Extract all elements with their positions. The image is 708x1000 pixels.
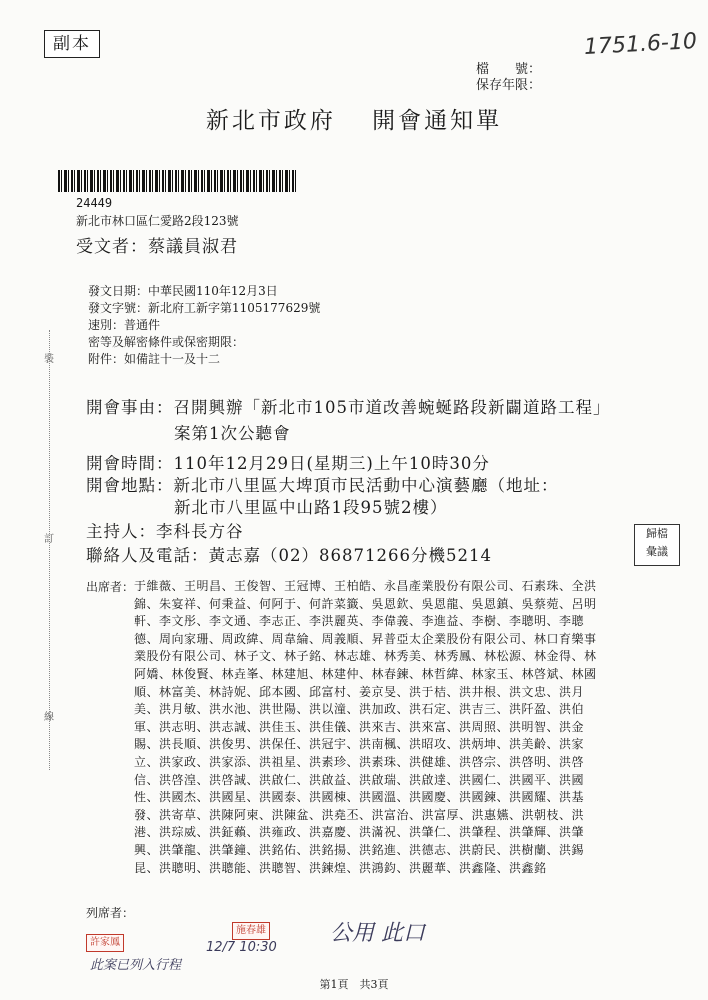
- mailing-address: 新北市林口區仁愛路2段123號: [76, 214, 239, 228]
- meeting-reason-cont: 案第1次公聽會: [174, 424, 291, 443]
- binding-mark-1: 裝: [44, 354, 54, 365]
- file-number-label: 檔 號：: [476, 62, 542, 77]
- issue-date: 發文日期：中華民國110年12月3日: [88, 284, 278, 298]
- attendees-label: 出席者：: [86, 580, 135, 594]
- handwritten-date: 12/7 10:30: [206, 940, 277, 955]
- handwritten-number: 1751.6-10: [583, 29, 698, 60]
- cc-label: 列席者：: [86, 906, 135, 920]
- meeting-place-cont: 新北市八里區中山路1段95號2樓）: [174, 498, 448, 517]
- meeting-place: 開會地點：新北市八里區大埤頂市民活動中心演藝廳（地址：: [86, 476, 559, 495]
- attachment: 附件：如備註十一及十二: [88, 352, 221, 366]
- handwritten-note: 此案已列入行程: [90, 958, 182, 973]
- retention-label: 保存年限：: [476, 78, 542, 93]
- binding-mark-2: 訂: [44, 534, 54, 545]
- signature: 公用 此口: [330, 921, 425, 946]
- attendees-list: 于維薇、王明昌、王俊智、王冠博、王柏皓、永昌產業股份有限公司、石素珠、全洪錦、朱宴祥、何秉益、何阿于、何許菜籤、吳恩欽、吳恩龍、吳恩鎮、吳蔡菀、呂明軒、李文彤、李文通、李志正、李洪麗英、李偉義、李進益、李樹、李聰明、李聰德、周向家珊、周政緯、周韋綸、周義順、昇普亞太企業股份有限公司、林口育樂事業股份有限公司、林子文、林子銘、林志雄、林秀美、林秀鳳、林松源、林金得、林阿嬌、林俊賢、林垚峯、林建旭、林建仲、林春鍊、林哲緯、林家玉、林啓斌、林國順、林富美、林詩妮、邱本國、邱富村、姜京旻、洪于桔、洪井根、洪文忠、洪月美、洪月敏、洪水池、洪世陽、洪以潼、洪加政、洪石定、洪吉三、洪阡盈、洪伯軍、洪志明、洪志誠、洪佳玉、洪佳儀、洪來吉、洪來富、洪周照、洪明智、洪金賜、洪長順、洪俊男、洪保任、洪冠宇、洪南楓、洪昭攻、洪炳坤、洪美齡、洪家立、洪家政、洪家添、洪祖星、洪素珍、洪素珠、洪健雄、洪啓宗、洪啓明、洪啓信、洪啓湟、洪啓誠、洪啟仁、洪啟益、洪啟瑞、洪啟達、洪國仁、洪國平、洪國性、洪國杰、洪國星、洪國泰、洪國棟、洪國溫、洪國慶、洪國鍊、洪國耀、洪基發、洪寄草、洪陳阿柬、洪陳盆、洪堯丕、洪富治、洪富厚、洪惠嬿、洪朝枝、洪港、洪琮威、洪鉦藾、洪雍政、洪嘉慶、洪滿祝、洪肇仁、洪肇程、洪肇輝、洪肇興、洪肇龍、洪肇鐘、洪銘佑、洪銘揚、洪銘進、洪德志、洪蔚民、洪樹蘭、洪錫昆、洪聰明、洪聰能、洪聰智、洪鍊煌、洪鴻鈞、洪麗華、洪鑫隆、洪鑫銘: [134, 579, 597, 875]
- copy-stamp: 副本: [44, 30, 100, 58]
- document-title: 新北市政府 開會通知單: [205, 108, 503, 134]
- document-number: 發文字號：新北府工新字第1105177629號: [88, 301, 321, 315]
- chairperson: 主持人：李科長方谷: [86, 522, 244, 541]
- speed: 速別：普通件: [88, 318, 161, 332]
- page-number: 第1頁 共3頁: [319, 978, 389, 991]
- meeting-time: 開會時間：110年12月29日(星期三)上午10時30分: [86, 454, 490, 473]
- secrecy: 密等及解密條件或保密期限：: [88, 335, 245, 349]
- archive-stamp: 歸檔 彙議: [634, 524, 680, 566]
- recipient: 受文者：蔡議員淑君: [76, 237, 238, 257]
- binding-mark-3: 線: [44, 712, 54, 723]
- zip-code: 24449: [76, 196, 113, 210]
- binding-line: [49, 330, 50, 770]
- meeting-reason: 開會事由：召開興辦「新北市105市道改善蜿蜒路段新闢道路工程」: [86, 398, 611, 417]
- barcode: [58, 170, 296, 192]
- red-seal-1: 許家鳳: [86, 934, 124, 952]
- contact: 聯絡人及電話：黃志嘉（02）86871266分機5214: [86, 546, 492, 565]
- red-seal-2: 施春雄: [232, 922, 270, 940]
